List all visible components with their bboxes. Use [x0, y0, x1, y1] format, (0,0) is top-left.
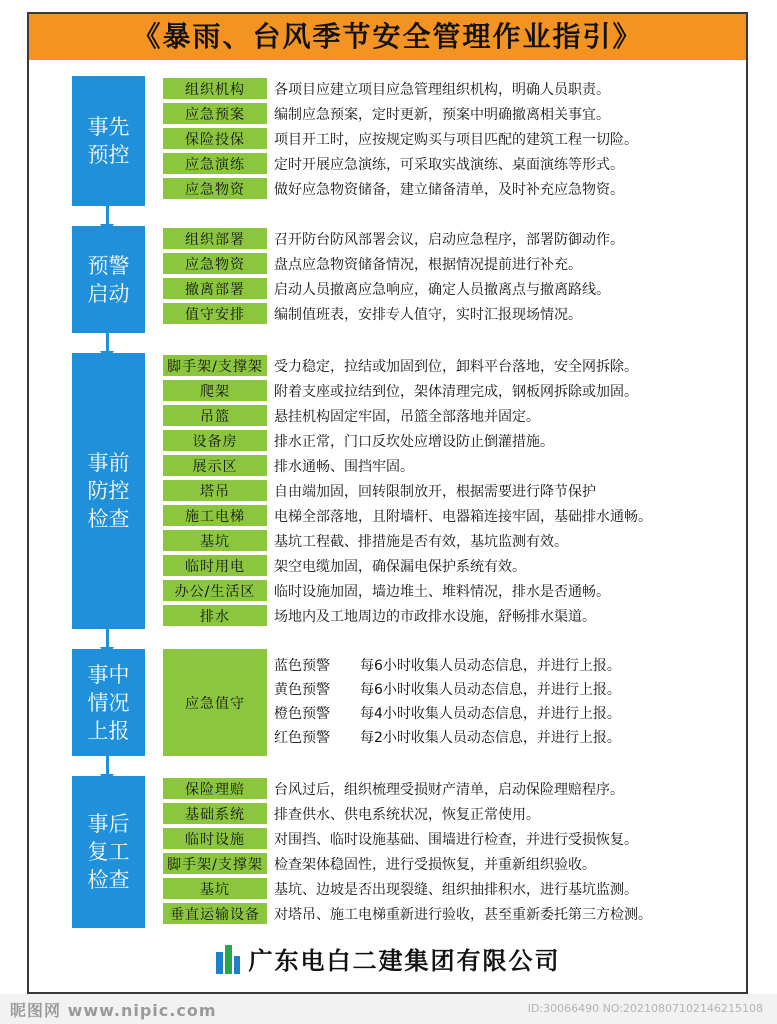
item-desc: 临时设施加固，墙边堆土、堆料情况，排水是否通畅。 [274, 583, 610, 600]
item-tag: 保险理赔 [163, 778, 267, 799]
item-tag: 脚手架/支撑架 [163, 853, 267, 874]
item-tag: 基坑 [163, 878, 267, 899]
item-desc: 各项目应建立项目应急管理组织机构，明确人员职责。 [274, 81, 610, 98]
item-tag: 排水 [163, 605, 267, 626]
item-tag: 脚手架/支撑架 [163, 355, 267, 376]
warning-row [274, 701, 621, 725]
section-label: 事前 防控 检查 [72, 353, 145, 629]
item-tag: 基础系统 [163, 803, 267, 824]
item-tag: 撤离部署 [163, 278, 267, 299]
item-tag: 展示区 [163, 455, 267, 476]
warning-level: 蓝色预警 [274, 658, 330, 674]
item-desc: 对围挡、临时设施基础、围墙进行检查，并进行受损恢复。 [274, 831, 638, 848]
item-tag: 应急值守 [163, 649, 267, 756]
item-tag: 爬架 [163, 380, 267, 401]
list-item [163, 176, 624, 201]
section-label: 事中 情况 上报 [72, 649, 145, 756]
list-item [163, 603, 596, 628]
flow-arrow-icon [106, 629, 109, 649]
watermark-site: 昵图网 www.nipic.com [10, 1001, 217, 1020]
warning-desc: 每6小时收集人员动态信息，并进行上报。 [360, 682, 621, 698]
flow-arrow-icon [106, 206, 109, 226]
item-tag: 塔吊 [163, 480, 267, 501]
flow-arrow-icon [106, 756, 109, 776]
item-tag: 组织部署 [163, 228, 267, 249]
list-item [163, 801, 540, 826]
watermark-id: ID:30066490 NO:20210807102146215108 [527, 1002, 763, 1015]
list-item [163, 276, 610, 301]
poster-frame [27, 12, 748, 994]
item-desc: 做好应急物资储备，建立储备清单，及时补充应急物资。 [274, 181, 624, 198]
list-item [163, 428, 554, 453]
section-label: 事后 复工 检查 [72, 776, 145, 928]
item-tag: 应急物资 [163, 253, 267, 274]
list-item [163, 503, 652, 528]
list-item [163, 478, 596, 503]
warning-level: 橙色预警 [274, 706, 330, 722]
item-desc: 检查架体稳固性，进行受损恢复，并重新组织验收。 [274, 856, 596, 873]
warning-row [274, 725, 621, 749]
warning-row [274, 677, 621, 701]
item-tag: 基坑 [163, 530, 267, 551]
page-title: 《暴雨、台风季节安全管理作业指引》 [29, 14, 746, 60]
warning-desc: 每4小时收集人员动态信息，并进行上报。 [360, 706, 621, 722]
footer [29, 936, 746, 980]
item-desc: 受力稳定，拉结或加固到位，卸料平台落地，安全网拆除。 [274, 358, 638, 375]
section-warning-start [72, 226, 672, 333]
item-desc: 场地内及工地周边的市政排水设施，舒畅排水渠道。 [274, 608, 596, 625]
warning-level: 红色预警 [274, 730, 330, 746]
item-tag: 临时设施 [163, 828, 267, 849]
item-desc: 悬挂机构固定牢固，吊篮全部落地并固定。 [274, 408, 540, 425]
list-item [163, 126, 638, 151]
item-desc: 召开防台防风部署会议，启动应急程序，部署防御动作。 [274, 231, 624, 248]
item-desc: 架空电缆加固，确保漏电保护系统有效。 [274, 558, 526, 575]
list-item [163, 528, 568, 553]
warning-level: 黄色预警 [274, 682, 330, 698]
item-desc: 项目开工时，应按规定购买与项目匹配的建筑工程一切险。 [274, 131, 638, 148]
item-tag: 办公/生活区 [163, 580, 267, 601]
item-desc: 编制值班表，安排专人值守，实时汇报现场情况。 [274, 306, 582, 323]
item-desc: 编制应急预案，定时更新，预案中明确撤离相关事宜。 [274, 106, 610, 123]
list-item [163, 101, 610, 126]
section-label: 事先 预控 [72, 76, 145, 206]
list-item [163, 226, 624, 251]
item-desc: 自由端加固，回转限制放开，根据需要进行降节保护 [274, 483, 596, 500]
item-tag: 应急物资 [163, 178, 267, 199]
item-tag: 值守安排 [163, 303, 267, 324]
warning-desc: 每6小时收集人员动态信息，并进行上报。 [360, 658, 621, 674]
item-desc: 附着支座或拉结到位，架体清理完成，钢板网拆除或加固。 [274, 383, 638, 400]
item-desc: 电梯全部落地，且附墙杆、电器箱连接牢固，基础排水通畅。 [274, 508, 652, 525]
warning-row [274, 653, 621, 677]
item-tag: 施工电梯 [163, 505, 267, 526]
list-item [163, 76, 610, 101]
list-item [163, 453, 414, 478]
list-item [163, 353, 638, 378]
list-item [163, 403, 540, 428]
item-desc: 基坑工程截、排措施是否有效，基坑监测有效。 [274, 533, 568, 550]
list-item [163, 826, 638, 851]
item-desc: 启动人员撤离应急响应，确定人员撤离点与撤离路线。 [274, 281, 610, 298]
item-desc: 台风过后，组织梳理受损财产清单，启动保险理赔程序。 [274, 781, 624, 798]
item-desc: 定时开展应急演练，可采取实战演练、桌面演练等形式。 [274, 156, 624, 173]
item-tag: 吊篮 [163, 405, 267, 426]
list-item [163, 876, 638, 901]
section-advance-control [72, 76, 672, 206]
item-tag: 应急预案 [163, 103, 267, 124]
item-desc: 基坑、边坡是否出现裂缝、组织抽排积水，进行基坑监测。 [274, 881, 638, 898]
list-item [163, 151, 624, 176]
warning-desc: 每2小时收集人员动态信息，并进行上报。 [360, 730, 621, 746]
list-item [163, 901, 652, 926]
section-label: 预警 启动 [72, 226, 145, 333]
item-tag: 保险投保 [163, 128, 267, 149]
item-desc: 排水通畅、围挡牢固。 [274, 458, 414, 475]
section-resume-check [72, 776, 672, 928]
list-item [163, 251, 582, 276]
item-desc: 排水正常，门口反坎处应增设防止倒灌措施。 [274, 433, 554, 450]
item-tag: 垂直运输设备 [163, 903, 267, 924]
item-tag: 临时用电 [163, 555, 267, 576]
item-desc: 盘点应急物资储备情况，根据情况提前进行补充。 [274, 256, 582, 273]
list-item [163, 378, 638, 403]
item-tag: 组织机构 [163, 78, 267, 99]
list-item [163, 578, 610, 603]
section-report [72, 649, 672, 756]
item-desc: 对塔吊、施工电梯重新进行验收，甚至重新委托第三方检测。 [274, 906, 652, 923]
section-pre-inspection [72, 353, 672, 629]
list-item [163, 776, 624, 801]
list-item [163, 301, 582, 326]
flow-arrow-icon [106, 333, 109, 353]
company-name: 广东电白二建集团有限公司 [248, 946, 561, 975]
item-tag: 设备房 [163, 430, 267, 451]
company-logo-icon [215, 942, 241, 974]
list-item [163, 851, 596, 876]
item-desc: 排查供水、供电系统状况，恢复正常使用。 [274, 806, 540, 823]
item-tag: 应急演练 [163, 153, 267, 174]
list-item [163, 553, 526, 578]
